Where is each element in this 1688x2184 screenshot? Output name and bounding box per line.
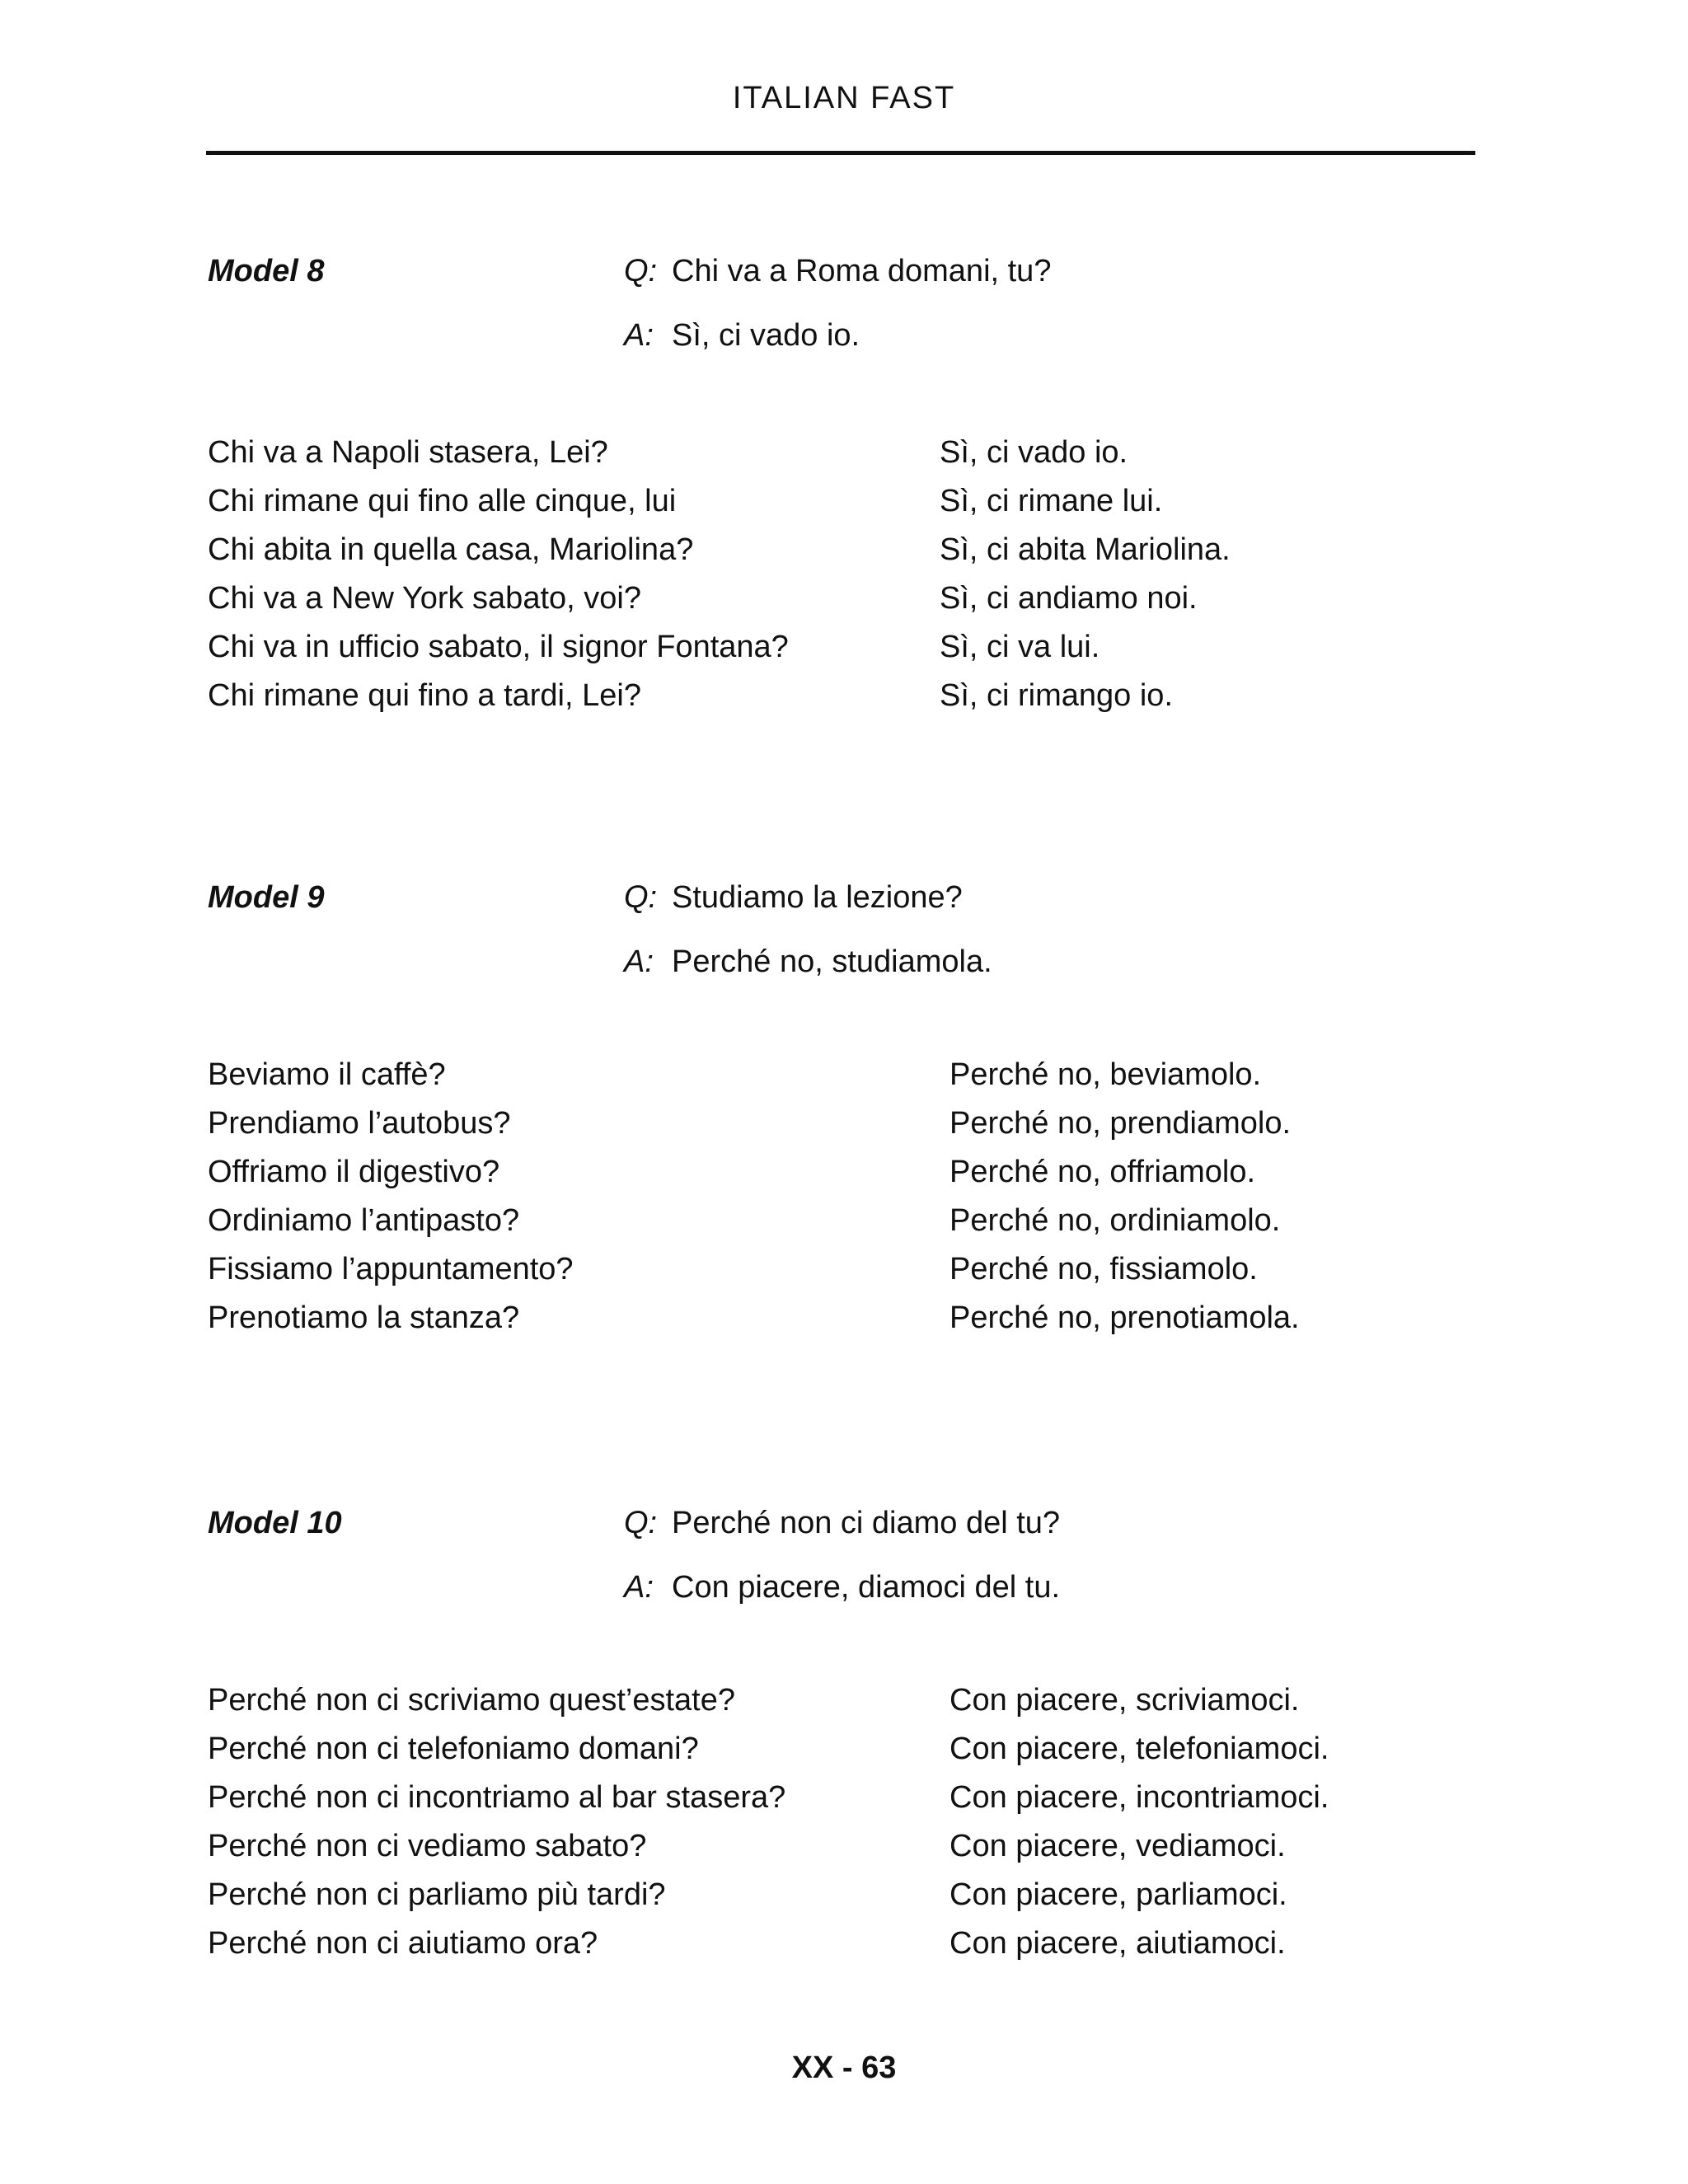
drill-row [0,532,1688,582]
drill-row [0,435,1688,485]
drill-row [0,678,1688,728]
drill-prompt: Perché non ci parliamo più tardi? [208,1877,666,1912]
question-tag: Q: [624,880,658,915]
model-question [624,254,1051,289]
drill-prompt: Chi va a New York sabato, voi? [208,581,641,616]
drill-response: Con piacere, telefoniamoci. [950,1732,1329,1766]
drill-row [0,1780,1688,1830]
model-question [624,880,963,916]
page-number: XX - 63 [791,2050,897,2085]
drill-row [0,1252,1688,1301]
drill-response: Perché no, prenotiamola. [950,1301,1300,1335]
drill-prompt: Chi rimane qui fino alle cinque, lui [208,484,677,518]
drill-prompt: Offriamo il digestivo? [208,1155,500,1189]
drill-response: Perché no, fissiamolo. [950,1252,1258,1286]
drill-prompt: Prenotiamo la stanza? [208,1301,520,1335]
drill-response: Sì, ci va lui. [940,630,1100,664]
drill-row [0,630,1688,679]
drill-prompt: Fissiamo l’appuntamento? [208,1252,574,1286]
drill-prompt: Chi va in ufficio sabato, il signor Fontana? [208,630,789,664]
drill-row [0,1057,1688,1107]
drill-response: Con piacere, vediamoci. [950,1829,1286,1863]
drill-prompt: Perché non ci telefoniamo domani? [208,1732,699,1766]
drill-response: Perché no, prendiamolo. [950,1106,1292,1141]
question-tag: Q: [624,254,658,288]
drill-prompt: Perché non ci vediamo sabato? [208,1829,647,1863]
question-text: Chi va a Roma domani, tu? [672,254,1052,288]
drill-prompt: Perché non ci aiutiamo ora? [208,1926,598,1961]
drill-row [0,1732,1688,1781]
drill-prompt: Ordiniamo l’antipasto? [208,1203,520,1238]
answer-tag: A: [624,944,654,979]
model-answer [624,944,992,980]
model-question [624,1506,1060,1541]
drill-response: Con piacere, aiutiamoci. [950,1926,1286,1961]
question-text: Perché non ci diamo del tu? [672,1506,1061,1540]
drill-row [0,581,1688,630]
answer-text: Sì, ci vado io. [672,318,860,353]
question-tag: Q: [624,1506,658,1540]
drill-row [0,484,1688,533]
drill-row [0,1829,1688,1878]
answer-text: Perché no, studiamola. [672,944,992,979]
header-rule [206,151,1475,155]
drill-row [0,1106,1688,1155]
model-answer [624,318,860,354]
drill-row [0,1155,1688,1204]
question-text: Studiamo la lezione? [672,880,963,915]
drill-row [0,1926,1688,1975]
drill-response: Sì, ci abita Mariolina. [940,532,1231,567]
drill-prompt: Beviamo il caffè? [208,1057,446,1092]
drill-row [0,1683,1688,1732]
model-answer [624,1570,1060,1605]
drill-prompt: Chi abita in quella casa, Mariolina? [208,532,694,567]
drill-response: Sì, ci rimane lui. [940,484,1163,518]
drill-row [0,1203,1688,1253]
drill-response: Con piacere, parliamoci. [950,1877,1287,1912]
drill-response: Perché no, ordiniamolo. [950,1203,1281,1238]
answer-tag: A: [624,1570,654,1605]
drill-row [0,1301,1688,1350]
drill-response: Perché no, offriamolo. [950,1155,1256,1189]
running-header: ITALIAN FAST [732,81,956,115]
drill-response: Con piacere, incontriamoci. [950,1780,1329,1815]
drill-prompt: Chi va a Napoli stasera, Lei? [208,435,608,470]
drill-response: Perché no, beviamolo. [950,1057,1262,1092]
drill-response: Sì, ci vado io. [940,435,1128,470]
model-label: Model 9 [208,880,325,915]
model-label: Model 8 [208,254,325,288]
drill-response: Con piacere, scriviamoci. [950,1683,1300,1718]
drill-prompt: Perché non ci incontriamo al bar stasera? [208,1780,786,1815]
drill-prompt: Prendiamo l’autobus? [208,1106,511,1141]
drill-prompt: Perché non ci scriviamo quest’estate? [208,1683,735,1718]
drill-row [0,1877,1688,1927]
model-label: Model 10 [208,1506,342,1540]
answer-text: Con piacere, diamoci del tu. [672,1570,1061,1605]
drill-response: Sì, ci rimango io. [940,678,1173,713]
answer-tag: A: [624,318,654,353]
drill-prompt: Chi rimane qui fino a tardi, Lei? [208,678,641,713]
drill-response: Sì, ci andiamo noi. [940,581,1198,616]
